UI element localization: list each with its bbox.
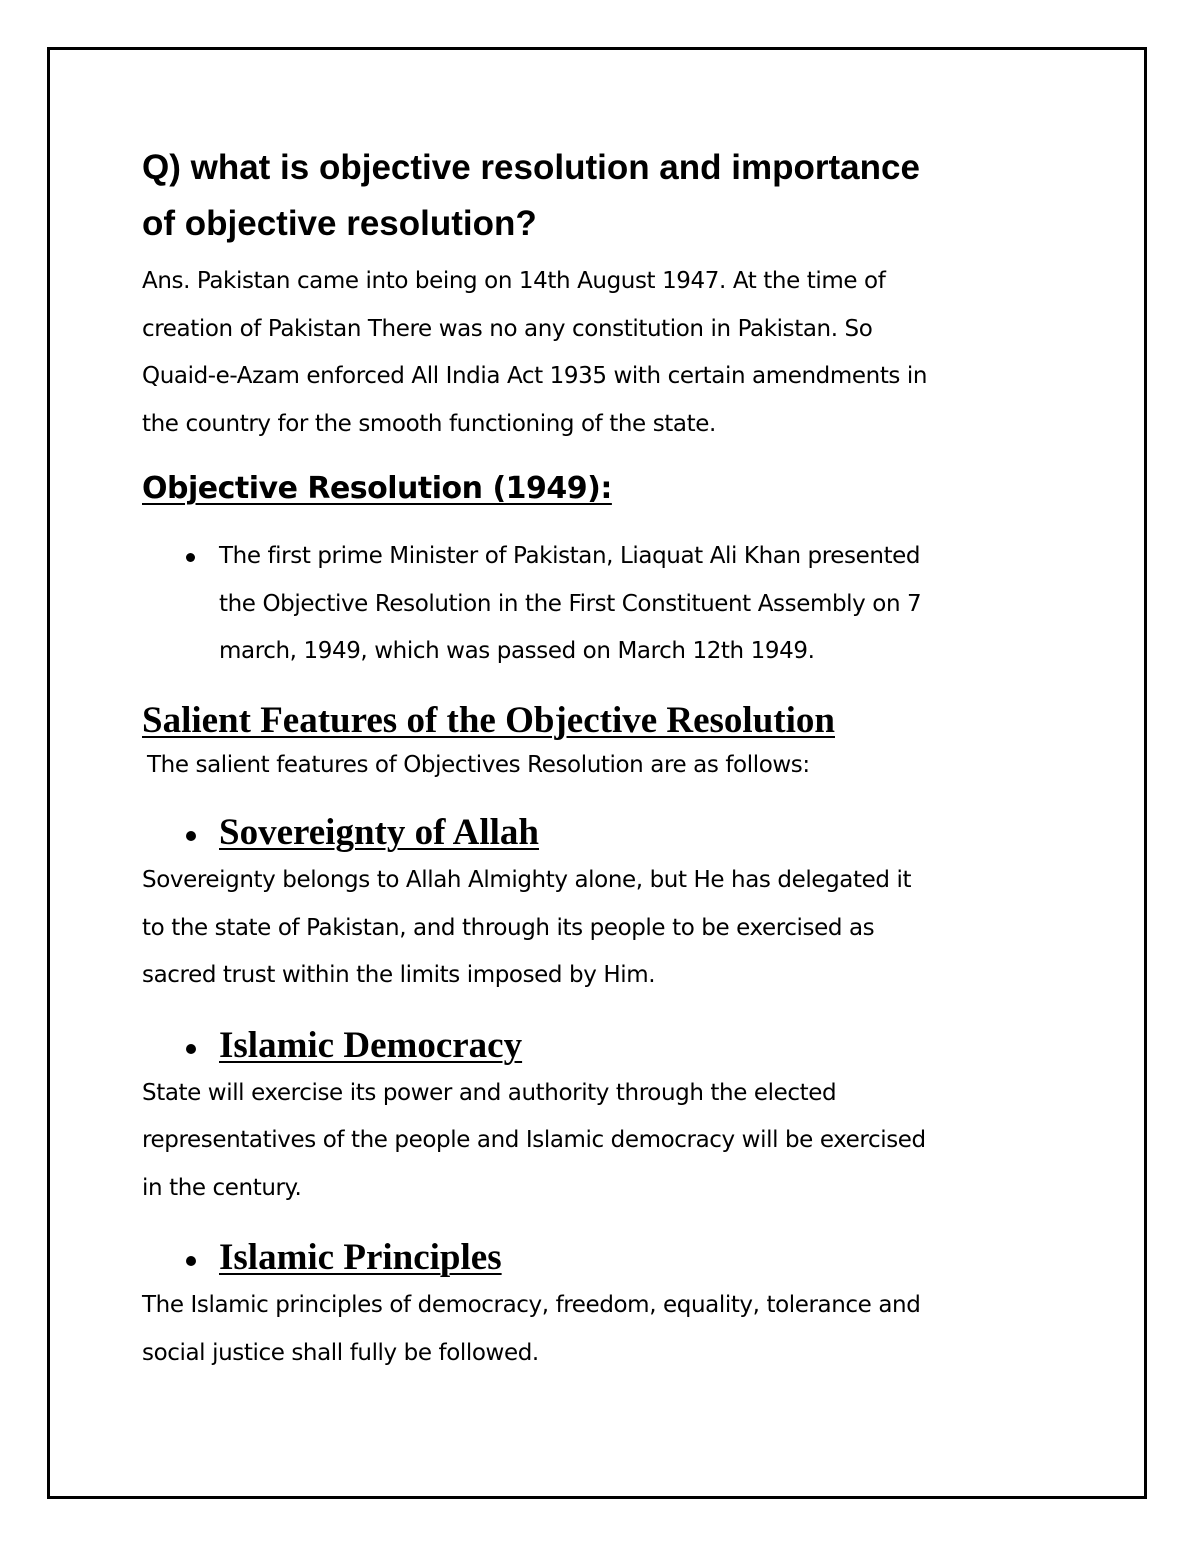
objective-bullet-line-2: the Objective Resolution in the First Constituent Assembly on 7 bbox=[219, 590, 922, 617]
feature-line-3: sacred trust within the limits imposed by Him. bbox=[142, 962, 656, 988]
salient-intro-text: The salient features of Objectives Resolution are as follows: bbox=[147, 751, 810, 778]
answer-paragraph bbox=[142, 258, 1062, 448]
salient-features-heading: Salient Features of the Objective Resolution bbox=[142, 699, 835, 741]
feature-line-1: State will exercise its power and authority through the elected bbox=[142, 1079, 837, 1106]
answer-line-4: the country for the smooth functioning of the state. bbox=[142, 410, 716, 437]
document-content bbox=[142, 140, 1062, 1377]
objective-bullet-line-1: The first prime Minister of Pakistan, Liaquat Ali Khan presented bbox=[219, 543, 921, 569]
objective-bullet-line-3: march, 1949, which was passed on March 12th 1949. bbox=[219, 638, 815, 664]
feature-line-2: social justice shall fully be followed. bbox=[142, 1339, 539, 1366]
bullet-icon bbox=[186, 831, 196, 841]
feature-title: Islamic Principles bbox=[219, 1237, 502, 1278]
answer-line-3: Quaid-e-Azam enforced All India Act 1935 with certain amendments in bbox=[142, 363, 928, 389]
question-line-2: of objective resolution? bbox=[142, 204, 537, 243]
answer-line-1: Ans. Pakistan came into being on 14th August 1947. At the time of bbox=[142, 268, 886, 294]
feature-line-1: The Islamic principles of democracy, freedom, equality, tolerance and bbox=[142, 1292, 921, 1318]
list-item bbox=[142, 533, 1062, 676]
bullet-icon bbox=[186, 1044, 196, 1054]
feature-line-2: to the state of Pakistan, and through its people to be exercised as bbox=[142, 914, 875, 941]
bullet-icon bbox=[186, 553, 195, 562]
feature-islamic-democracy bbox=[142, 1022, 1062, 1213]
feature-line-3: in the century. bbox=[142, 1174, 302, 1201]
feature-line-1: Sovereignty belongs to Allah Almighty alone, but He has delegated it bbox=[142, 867, 912, 893]
bullet-icon bbox=[186, 1256, 196, 1266]
answer-line-2: creation of Pakistan There was no any constitution in Pakistan. So bbox=[142, 315, 873, 342]
objective-resolution-heading: Objective Resolution (1949): bbox=[142, 471, 612, 506]
feature-islamic-principles bbox=[142, 1234, 1062, 1377]
feature-title: Sovereignty of Allah bbox=[219, 812, 539, 853]
feature-title-row bbox=[142, 809, 1062, 857]
question-line-1: Q) what is objective resolution and importance bbox=[142, 148, 920, 187]
feature-body bbox=[142, 857, 1062, 1000]
objective-bullet-list bbox=[142, 533, 1062, 676]
question-heading bbox=[142, 140, 1062, 252]
feature-title-row bbox=[142, 1022, 1062, 1070]
feature-title-row bbox=[142, 1234, 1062, 1282]
feature-title: Islamic Democracy bbox=[219, 1024, 523, 1066]
feature-body bbox=[142, 1282, 1062, 1377]
feature-line-2: representatives of the people and Islamic democracy will be exercised bbox=[142, 1127, 926, 1153]
feature-sovereignty bbox=[142, 809, 1062, 1000]
feature-body bbox=[142, 1070, 1062, 1213]
